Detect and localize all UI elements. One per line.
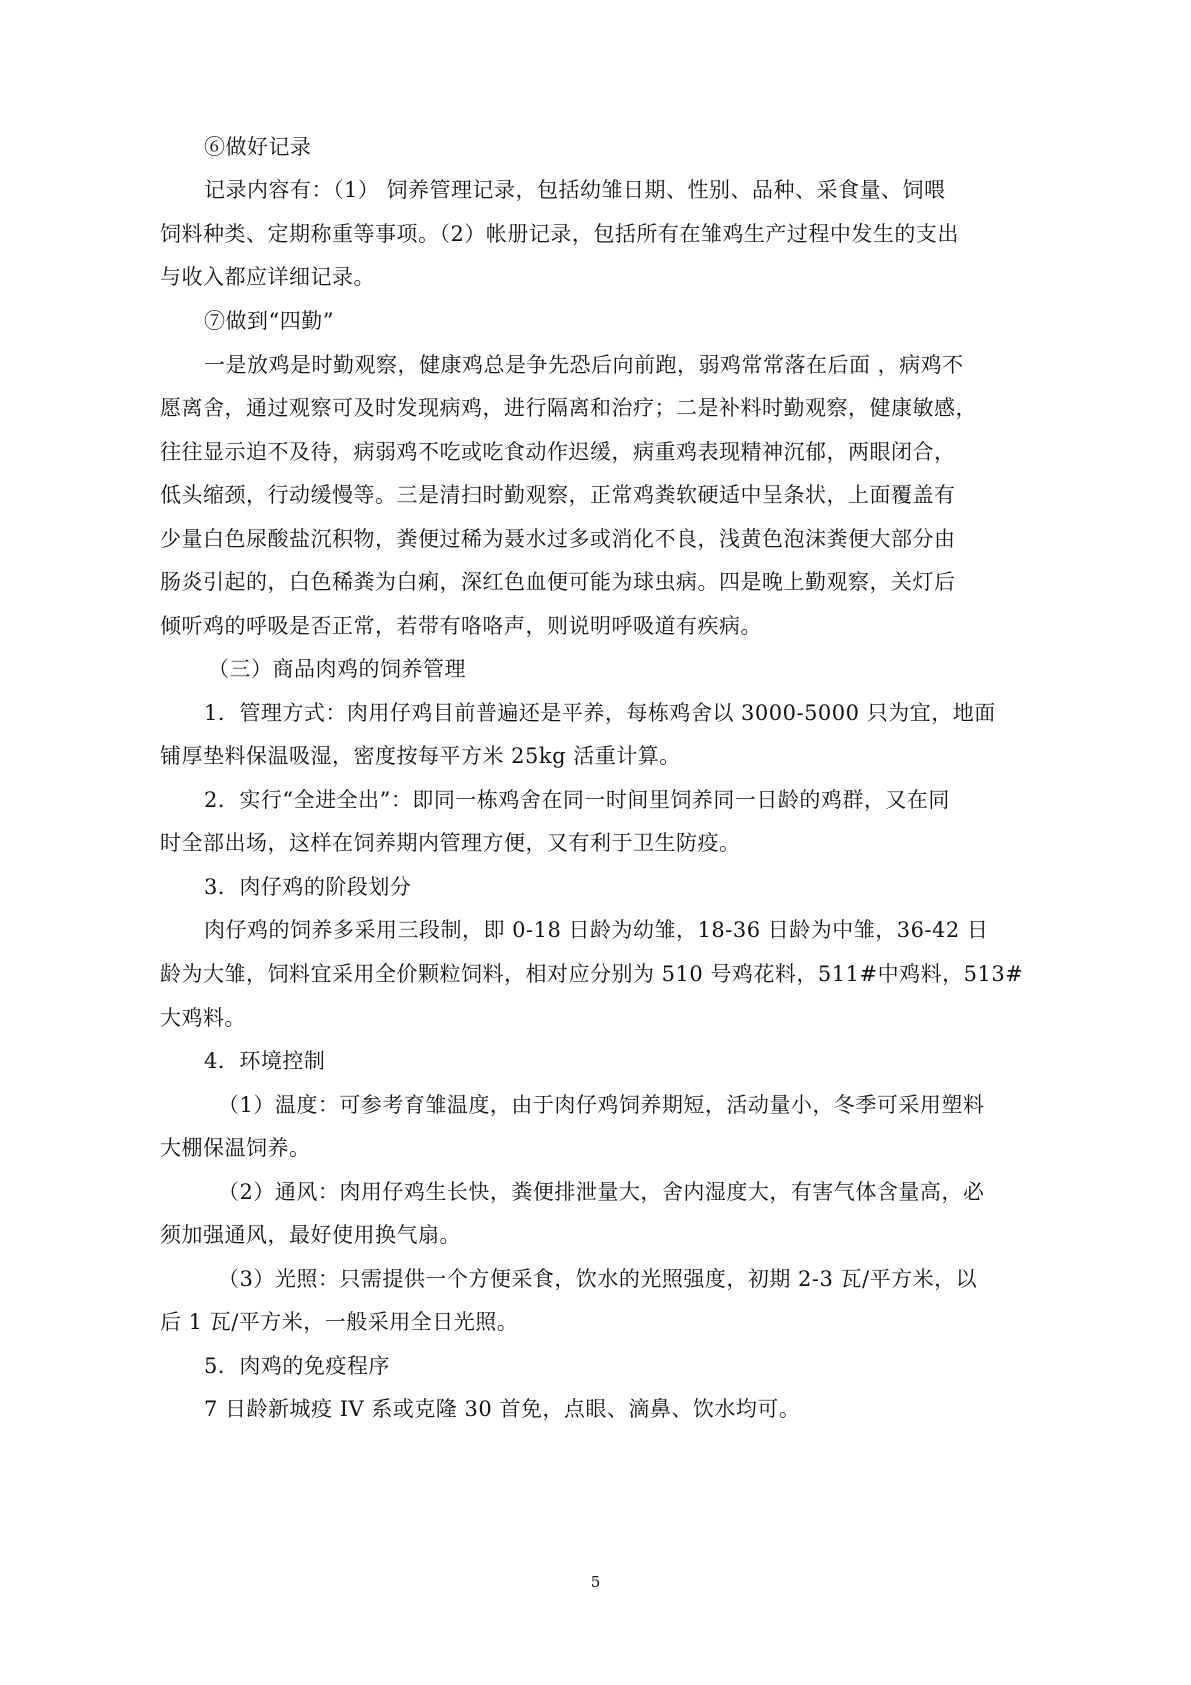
paragraph-line: 大棚保温饲养。 <box>160 1136 311 1160</box>
paragraph-line: 与收入都应详细记录。 <box>160 265 375 289</box>
paragraph-line: 时全部出场，这样在饲养期内管理方便，又有利于卫生防疫。 <box>160 831 741 855</box>
heading-keep-records: ⑥做好记录 <box>204 135 312 159</box>
paragraph-line: 饲料种类、定期称重等事项。（2）帐册记录，包括所有在雏鸡生产过程中发生的支出 <box>160 222 959 246</box>
paragraph-line: 记录内容有：（1） 饲养管理记录，包括幼雏日期、性别、品种、采食量、饲喂 <box>204 178 946 202</box>
paragraph-line: 倾听鸡的呼吸是否正常，若带有咯咯声，则说明呼吸道有疾病。 <box>160 614 762 638</box>
paragraph-line: （3）光照：只需提供一个方便采食，饮水的光照强度，初期 2-3 瓦/平方米，以 <box>218 1267 978 1291</box>
paragraph-line: （2）通风：肉用仔鸡生长快，粪便排泄量大，舍内湿度大，有害气体含量高，必 <box>218 1180 985 1204</box>
paragraph-line: 一是放鸡是时勤观察，健康鸡总是争先恐后向前跑，弱鸡常常落在后面 ，病鸡不 <box>204 353 964 377</box>
paragraph-line: 肠炎引起的，白色稀粪为白痢，深红色血便可能为球虫病。四是晚上勤观察，关灯后 <box>160 570 956 594</box>
paragraph-line: 少量白色尿酸盐沉积物，粪便过稀为聂水过多或消化不良，浅黄色泡沫粪便大部分由 <box>160 527 956 551</box>
paragraph-line: 后 1 瓦/平方米，一般采用全日光照。 <box>160 1310 519 1334</box>
section-heading-broiler-management: （三）商品肉鸡的饲养管理 <box>208 657 466 681</box>
paragraph-line: 1．管理方式：肉用仔鸡目前普遍还是平养，每栋鸡舍以 3000-5000 只为宜，地面 <box>204 701 996 725</box>
paragraph-line: 须加强通风，最好使用换气扇。 <box>160 1223 461 1247</box>
heading-four-diligences: ⑦做到“四勤” <box>204 309 334 333</box>
paragraph-line: （1）温度：可参考育雏温度，由于肉仔鸡饲养期短，活动量小，冬季可采用塑料 <box>218 1093 985 1117</box>
subheading-immunization-program: 5．肉鸡的免疫程序 <box>204 1354 390 1378</box>
paragraph-line: 大鸡料。 <box>160 1006 246 1030</box>
paragraph-line: 龄为大雏，饲料宜采用全价颗粒饲料，相对应分别为 510 号鸡花料，511#中鸡料，513# <box>160 962 1024 986</box>
paragraph-line: 7 日龄新城疫 IV 系或克隆 30 首免，点眼、滴鼻、饮水均可。 <box>204 1397 801 1421</box>
page-number: 5 <box>590 1573 601 1591</box>
paragraph-line: 铺厚垫料保温吸湿，密度按每平方米 25kg 活重计算。 <box>160 744 681 768</box>
subheading-stage-division: 3．肉仔鸡的阶段划分 <box>204 875 412 899</box>
paragraph-line: 2．实行“全进全出”：即同一栋鸡舍在同一时间里饲养同一日龄的鸡群，又在同 <box>204 788 950 812</box>
paragraph-line: 肉仔鸡的饲养多采用三段制，即 0-18 日龄为幼雏，18-36 日龄为中雏，36-42 日 <box>204 918 989 942</box>
paragraph-line: 愿离舍，通过观察可及时发现病鸡，进行隔离和治疗；二是补料时勤观察，健康敏感， <box>160 396 977 420</box>
paragraph-line: 低头缩颈，行动缓慢等。三是清扫时勤观察，正常鸡粪软硬适中呈条状，上面覆盖有 <box>160 483 956 507</box>
subheading-environment-control: 4．环境控制 <box>204 1049 326 1073</box>
paragraph-line: 往往显示迫不及待，病弱鸡不吃或吃食动作迟缓，病重鸡表现精神沉郁，两眼闭合， <box>160 440 956 464</box>
